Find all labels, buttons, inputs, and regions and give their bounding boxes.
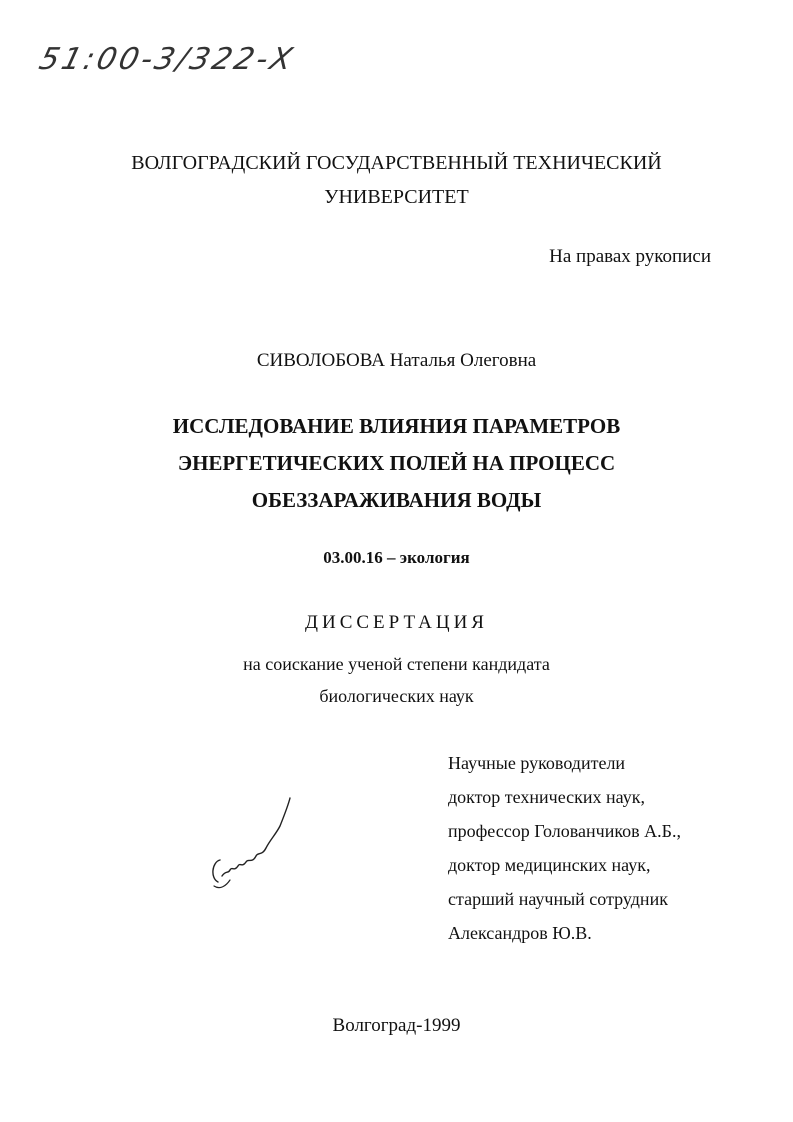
thesis-title [0, 408, 793, 519]
title-line-1: ИССЛЕДОВАНИЕ ВЛИЯНИЯ ПАРАМЕТРОВ [172, 414, 621, 438]
manuscript-note: На правах рукописи [549, 246, 711, 267]
degree-statement [0, 648, 793, 712]
university-name [0, 146, 793, 214]
supervisor-2-degree: доктор медицинских наук, [448, 855, 651, 875]
supervisor-1-degree: доктор технических наук, [448, 787, 645, 807]
supervisors-block [448, 746, 681, 950]
supervisor-2-position: старший научный сотрудник [448, 889, 668, 909]
title-line-3: ОБЕЗЗАРАЖИВАНИЯ ВОДЫ [251, 488, 542, 512]
supervisors-heading: Научные руководители [448, 753, 626, 773]
supervisor-1-name: профессор Голованчиков А.Б., [448, 821, 682, 841]
title-line-2: ЭНЕРГЕТИЧЕСКИХ ПОЛЕЙ НА ПРОЦЕСС [177, 451, 616, 475]
university-line-2: УНИВЕРСИТЕТ [324, 186, 469, 208]
signature-icon [200, 790, 310, 900]
city-year: Волгоград-1999 [332, 1015, 461, 1036]
degree-line-2: биологических наук [319, 686, 474, 706]
degree-line-1: на соискание ученой степени кандидата [243, 654, 550, 674]
specialty-code: 03.00.16 – экология [323, 548, 470, 567]
university-line-1: ВОЛГОГРАДСКИЙ ГОСУДАРСТВЕННЫЙ ТЕХНИЧЕСКИЙ [131, 152, 662, 174]
archive-code: 51:00-3/322-Х [35, 42, 299, 77]
author-name: СИВОЛОБОВА Наталья Олеговна [256, 350, 537, 371]
supervisor-2-name: Александров Ю.В. [448, 923, 592, 943]
document-type: ДИССЕРТАЦИЯ [305, 612, 488, 633]
